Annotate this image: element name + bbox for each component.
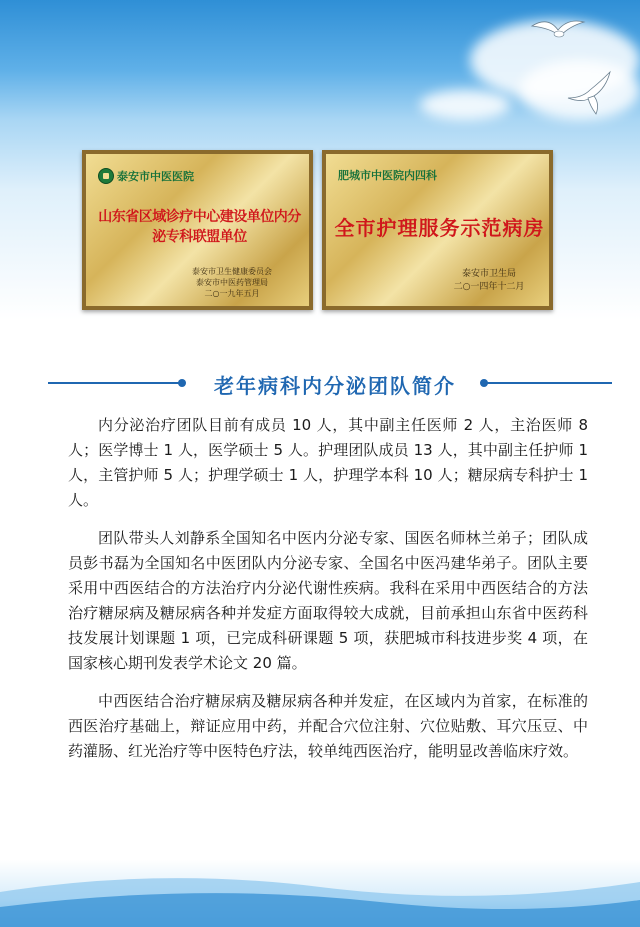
award-plaque <box>322 150 553 310</box>
issuer-line: 泰安市卫生局 <box>461 269 516 279</box>
divider <box>48 382 180 384</box>
plaque-issuer <box>441 268 537 294</box>
divider-dot <box>178 379 186 387</box>
paragraph: 中西医结合治疗糖尿病及糖尿病各种并发症，在区域内为首家，在标准的西医治疗基础上，辩证应用中药，并配合穴位注射、穴位贴敷、耳穴压豆、中药灌肠、红光治疗等中医特色疗法，较单纯西医治疗，能明显改善临床疗效。 <box>68 692 588 760</box>
plaque-org: 泰安市中医医院 <box>117 170 194 183</box>
intro-body <box>68 413 588 777</box>
paragraph: 内分泌治疗团队目前有成员 10 人，其中副主任医师 2 人，主治医师 8 人；医学博士 1 人，医学硕士 5 人。护理团队成员 13 人，其中副主任护师 1 人，主管护师 5 人；护理学硕士 1 人，护理学本科 10 人；糖尿病专科护士 1 人。 <box>68 416 588 509</box>
plaque-title: 全市护理服务示范病房 <box>334 216 545 240</box>
plaque-org: 肥城市中医院内四科 <box>338 169 437 182</box>
plaque-title: 山东省区域诊疗中心建设单位内分泌专科联盟单位 <box>98 209 301 245</box>
section-heading <box>0 370 640 398</box>
issuer-date: 二○一九年五月 <box>204 289 260 298</box>
seagull-icon <box>560 68 620 118</box>
cloud-decoration <box>420 90 510 120</box>
plaque-issuer <box>177 266 287 299</box>
issuer-line: 泰安市卫生健康委员会 <box>192 267 272 276</box>
hospital-logo-icon <box>98 168 114 184</box>
issuer-date: 二○一四年十二月 <box>453 282 525 292</box>
divider <box>486 382 612 384</box>
wave-decoration <box>0 862 640 927</box>
issuer-line: 泰安市中医药管理局 <box>196 278 268 287</box>
award-plaque <box>82 150 313 310</box>
seagull-icon <box>528 12 588 52</box>
paragraph: 团队带头人刘静系全国知名中医内分泌专家、国医名师林兰弟子；团队成员彭书磊为全国知名中医团队内分泌专家、全国名中医冯建华弟子。团队主要采用中西医结合的方法治疗内分泌代谢性疾病。我科在采用中西医结合的方法治疗糖尿病及糖尿病各种并发症方面取得较大成就，目前承担山东省中医药科技发展计划课题 1 项，已完成科研课题 5 项，获肥城市科技进步奖 4 项，在国家核心期刊发表学术论文 20 篇。 <box>68 529 588 672</box>
section-title: 老年病科内分泌团队简介 <box>214 374 456 398</box>
